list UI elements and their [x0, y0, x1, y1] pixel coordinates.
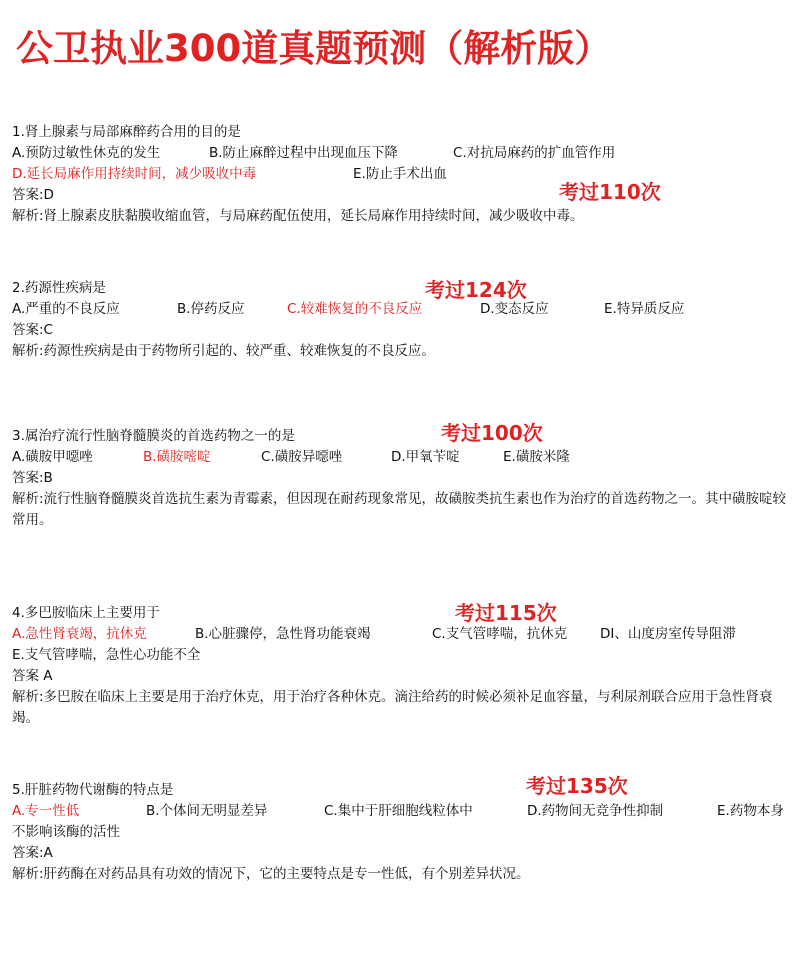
analysis: 解析:肾上腺素皮肤黏膜收缩血管，与局麻药配伍使用，延长局麻作用持续时间，减少吸收中毒。: [12, 208, 584, 224]
exam-count-stamp: 考过100次: [441, 421, 543, 445]
analysis: 解析:肝药酶在对药品具有功效的情况下，它的主要特点是专一性低，有个别差异状况。: [12, 866, 530, 882]
question-stem: 4.多巴胺临床上主要用于: [12, 605, 160, 621]
option-b: B.心脏骤停，急性肾功能衰竭: [195, 626, 371, 642]
analysis: 解析:多巴胺在临床上主要是用于治疗休克，用于治疗各种休克。滴注给药的时候必须补足血容量，与利尿剂联合应用于急性肾衰竭。: [12, 689, 773, 726]
option-b: B.停药反应: [177, 301, 245, 317]
analysis: 解析:药源性疾病是由于药物所引起的、较严重、较难恢复的不良反应。: [12, 343, 436, 359]
option-c: C.对抗局麻药的扩血管作用: [453, 145, 616, 161]
option-d: D.甲氧苄啶: [391, 449, 460, 465]
exam-count-stamp: 考过124次: [425, 278, 527, 302]
options-row: [12, 624, 787, 645]
option-a: A.磺胺甲噁唑: [12, 449, 93, 465]
option-b-correct: B.磺胺嘧啶: [143, 449, 211, 465]
option-a: A.预防过敏性休克的发生: [12, 145, 161, 161]
question-stem: 2.药源性疾病是: [12, 280, 106, 296]
question-5: [12, 780, 787, 885]
question-4: [12, 603, 787, 729]
option-d: DI、山度房室传导阻滞: [600, 626, 736, 642]
option-c: C.支气管哮喘，抗休克: [432, 626, 568, 642]
exam-count-stamp: 考过135次: [526, 774, 628, 798]
question-stem: 3.属治疗流行性脑脊髓膜炎的首选药物之一的是: [12, 428, 295, 444]
answer: 答案:C: [12, 322, 53, 338]
option-e: E.磺胺米隆: [503, 449, 570, 465]
answer: 答案:D: [12, 187, 54, 203]
options-row: [12, 299, 787, 320]
option-c-correct: C.较难恢复的不良反应: [287, 301, 423, 317]
answer: 答案:A: [12, 845, 53, 861]
option-e: E.防止手术出血: [353, 166, 447, 182]
question-stem: 5.肝脏药物代谢酶的特点是: [12, 782, 174, 798]
answer: 答案 A: [12, 668, 53, 684]
option-d-correct: D.延长局麻作用持续时间，减少吸收中毒: [12, 166, 257, 182]
option-d: D.变态反应: [480, 301, 549, 317]
question-3: [12, 426, 787, 531]
question-2: [12, 278, 787, 362]
option-e: E.药物本身不影响该酶的活性: [12, 803, 784, 840]
option-e: E.特异质反应: [604, 301, 685, 317]
options-row: [12, 447, 787, 468]
option-a-correct: A.专一性低: [12, 803, 80, 819]
option-e: E.支气管哮喘，急性心功能不全: [12, 647, 201, 663]
question-stem: 1.肾上腺素与局部麻醉药合用的目的是: [12, 124, 241, 140]
exam-count-stamp: 考过115次: [455, 601, 557, 625]
option-d: D.药物间无竞争性抑制: [527, 803, 664, 819]
options-row: [12, 645, 787, 666]
option-a: A.严重的不良反应: [12, 301, 120, 317]
answer: 答案:B: [12, 470, 53, 486]
options-row: [12, 143, 787, 164]
options-row: [12, 164, 787, 185]
option-c: C.磺胺异噁唑: [261, 449, 343, 465]
question-1: [12, 122, 787, 227]
exam-count-stamp: 考过110次: [559, 180, 661, 204]
option-a-correct: A.急性肾衰竭，抗休克: [12, 626, 147, 642]
page-title: 公卫执业300道真题预测（解析版）: [16, 27, 612, 70]
option-c: C.集中于肝细胞线粒体中: [324, 803, 473, 819]
analysis: 解析:流行性脑脊髓膜炎首选抗生素为青霉素，但因现在耐药现象常见，故磺胺类抗生素也作为治疗的首选药物之一。其中磺胺啶较常用。: [12, 491, 787, 528]
options-row: [12, 801, 787, 843]
option-b: B.防止麻醉过程中出现血压下降: [209, 145, 399, 161]
option-b: B.个体间无明显差异: [146, 803, 268, 819]
